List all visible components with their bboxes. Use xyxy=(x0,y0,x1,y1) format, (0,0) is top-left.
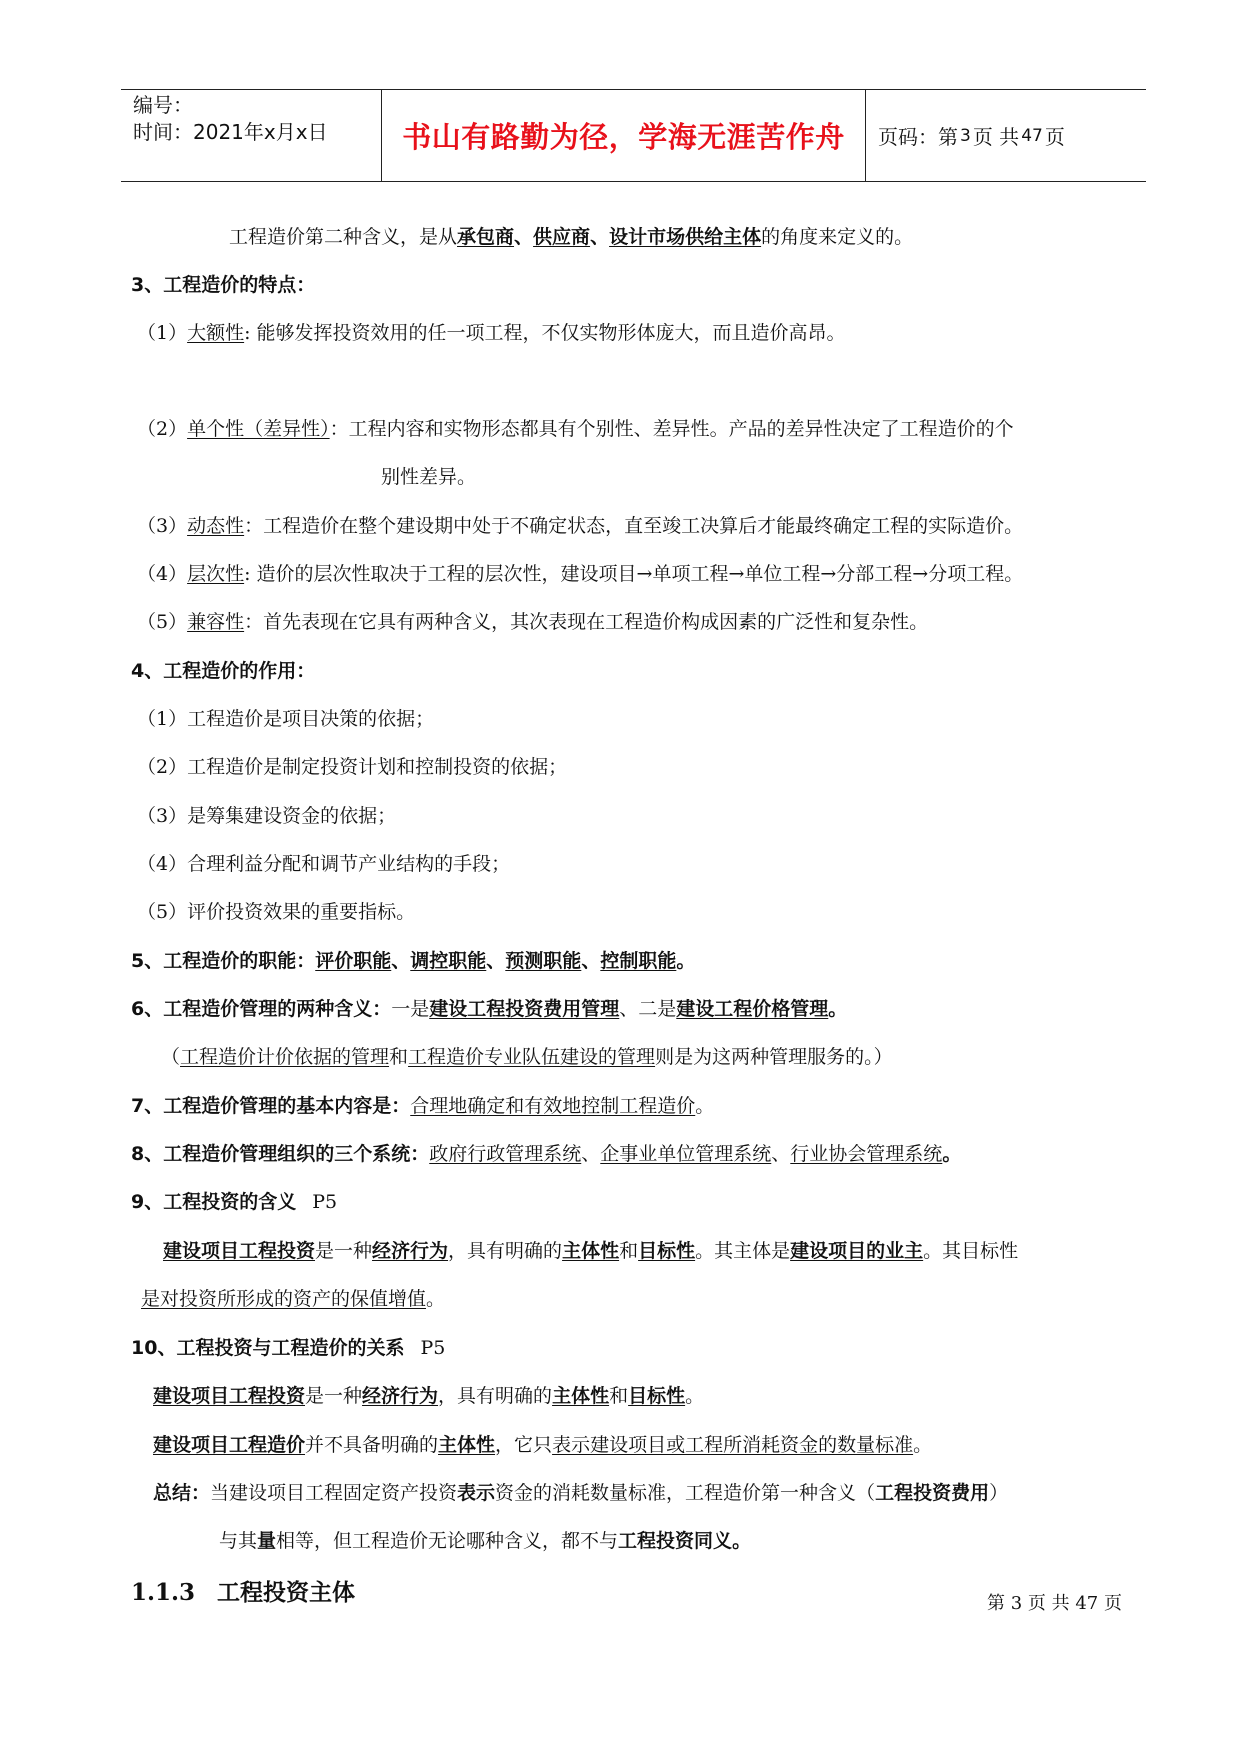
section-number: 1.1.3 xyxy=(131,1579,196,1606)
page-number: 3 xyxy=(960,125,971,146)
text: 的角度来定义的。 xyxy=(761,226,914,248)
time-label: 时间：2021年x月x日 xyxy=(133,120,328,144)
text: 是一种 xyxy=(315,1240,373,1262)
text: 。 xyxy=(676,950,696,972)
list-item xyxy=(137,511,1023,538)
text: 、 xyxy=(590,226,610,248)
page-number-cell xyxy=(866,90,1146,181)
heading-4: 4、工程造价的作用： xyxy=(131,660,316,682)
item-number: （5） xyxy=(137,611,188,633)
term: 评价职能 xyxy=(315,950,392,972)
paragraph-9-continuation xyxy=(141,1284,445,1311)
term: 建设项目的业主 xyxy=(790,1240,924,1262)
heading-7 xyxy=(131,1091,714,1118)
list-item: （1）工程造价是项目决策的依据； xyxy=(137,708,435,730)
term-supplier: 供应商 xyxy=(533,226,591,248)
motto: 书山有路勤为径，学海无涯苦作舟 xyxy=(402,120,845,154)
term-design-market: 设计市场供给主体 xyxy=(609,226,762,248)
text: 、二是 xyxy=(619,998,677,1020)
term: 建设工程价格管理 xyxy=(676,998,829,1020)
text: 一是 xyxy=(391,998,430,1020)
paragraph-10 xyxy=(153,1381,704,1408)
text: 、 xyxy=(486,950,506,972)
term-hierarchy: 层次性 xyxy=(187,563,245,585)
paragraph-9 xyxy=(163,1236,1018,1263)
term: 建设项目工程投资 xyxy=(163,1240,316,1262)
note-6 xyxy=(161,1042,893,1069)
page-mid: 页 共 xyxy=(972,125,1020,149)
text: ，它只 xyxy=(495,1434,553,1456)
text: ，具有明确的 xyxy=(448,1240,563,1262)
page-ref: P5 xyxy=(420,1337,446,1359)
page-prefix: 页码：第 xyxy=(878,125,958,149)
term: 建设工程投资费用管理 xyxy=(429,998,620,1020)
text: 5、工程造价的职能： xyxy=(131,950,316,972)
text: 量 xyxy=(257,1530,277,1552)
term: 调控职能 xyxy=(410,950,487,972)
term: 企事业单位管理系统 xyxy=(600,1143,772,1165)
text: 。其目标性 xyxy=(923,1240,1019,1262)
section-heading xyxy=(131,1574,355,1607)
list-item xyxy=(137,607,928,634)
term: 工程造价专业队伍建设的管理 xyxy=(408,1046,656,1068)
text: ） xyxy=(989,1482,1009,1504)
text: 。 xyxy=(913,1434,933,1456)
header-meta xyxy=(121,90,382,181)
text: 并不具备明确的 xyxy=(305,1434,439,1456)
item-number: （1） xyxy=(137,322,188,344)
heading-3: 3、工程造价的特点： xyxy=(131,274,316,296)
page-header xyxy=(121,89,1146,182)
term: 控制职能 xyxy=(600,950,677,972)
text: 8、工程造价管理组织的三个系统： xyxy=(131,1143,430,1165)
term: 经济行为 xyxy=(362,1385,439,1407)
text: 和 xyxy=(609,1385,629,1407)
text: 。 xyxy=(828,998,848,1020)
summary-label: 总结： xyxy=(153,1482,211,1504)
text: 、 xyxy=(514,226,534,248)
text: 。 xyxy=(942,1143,962,1165)
list-item-continuation: 别性差异。 xyxy=(381,466,477,488)
page-ref: P5 xyxy=(312,1191,338,1213)
text: 资金的消耗数量标准，工程造价第一种含义（ xyxy=(495,1482,876,1504)
text: 、 xyxy=(581,1143,601,1165)
text: 。 xyxy=(426,1288,446,1310)
text: 。 xyxy=(695,1095,715,1117)
paragraph-second-meaning xyxy=(229,222,913,249)
term: 预测职能 xyxy=(505,950,582,972)
page-suffix: 页 xyxy=(1044,125,1065,149)
text: 相等，但工程造价无论哪种含义，都不与 xyxy=(276,1530,619,1552)
heading-10 xyxy=(131,1333,445,1360)
term: 政府行政管理系统 xyxy=(429,1143,582,1165)
term: 主体性 xyxy=(552,1385,610,1407)
term-compatibility: 兼容性 xyxy=(187,611,245,633)
term: 工程投资费用 xyxy=(875,1482,990,1504)
text: ：工程内容和实物形态都具有个别性、差异性。产品的差异性决定了工程造价的个 xyxy=(329,418,1014,440)
term: 主体性 xyxy=(438,1434,496,1456)
text: 与其 xyxy=(219,1530,258,1552)
text: 、 xyxy=(771,1143,791,1165)
heading-6 xyxy=(131,994,847,1021)
list-item: （4）合理利益分配和调节产业结构的手段； xyxy=(137,853,511,875)
heading-9 xyxy=(131,1187,337,1214)
text: : 能够发挥投资效用的任一项工程，不仅实物形体庞大，而且造价高昂。 xyxy=(244,322,846,344)
text: : 造价的层次性取决于工程的层次性，建设项目→单项工程→单位工程→分部工程→分项工程。 xyxy=(244,563,1024,585)
term: 经济行为 xyxy=(372,1240,449,1262)
term: 建设项目工程造价 xyxy=(153,1434,306,1456)
text: ：工程造价在整个建设期中处于不确定状态，直至竣工决算后才能最终确定工程的实际造价。 xyxy=(244,515,1024,537)
term-contractor: 承包商 xyxy=(457,226,515,248)
page-total: 47 xyxy=(1021,125,1043,146)
text: 和 xyxy=(389,1046,409,1068)
term: 工程投资同义 xyxy=(618,1530,733,1552)
term: 是对投资所形成的资产的保值增值 xyxy=(141,1288,427,1310)
term: 合理地确定和有效地控制工程造价 xyxy=(410,1095,696,1117)
text: 表示 xyxy=(457,1482,496,1504)
text: 工程造价第二种含义，是从 xyxy=(229,226,458,248)
summary-continuation xyxy=(219,1526,751,1553)
term-dynamic: 动态性 xyxy=(187,515,245,537)
heading-8 xyxy=(131,1139,961,1166)
text: 和 xyxy=(619,1240,639,1262)
page-footer: 第 3 页 共 47 页 xyxy=(987,1593,1122,1614)
text: 。其主体是 xyxy=(695,1240,791,1262)
paragraph-11 xyxy=(153,1430,932,1457)
heading-5 xyxy=(131,946,695,973)
list-item xyxy=(137,559,1023,586)
list-item: （2）工程造价是制定投资计划和控制投资的依据； xyxy=(137,756,568,778)
text: 。 xyxy=(732,1530,752,1552)
text: 。 xyxy=(685,1385,705,1407)
text: 10、工程投资与工程造价的关系 xyxy=(131,1337,405,1359)
term: 工程造价计价依据的管理 xyxy=(180,1046,390,1068)
text: ，具有明确的 xyxy=(438,1385,553,1407)
term: 主体性 xyxy=(562,1240,620,1262)
summary xyxy=(153,1478,1008,1505)
term: 建设项目工程投资 xyxy=(153,1385,306,1407)
text: 9、工程投资的含义 xyxy=(131,1191,297,1213)
text: ：首先表现在它具有两种含义，其次表现在工程造价构成因素的广泛性和复杂性。 xyxy=(244,611,929,633)
text: 6、工程造价管理的两种含义： xyxy=(131,998,392,1020)
term-individuality: 单个性（差异性） xyxy=(187,418,330,440)
section-title: 工程投资主体 xyxy=(217,1579,356,1606)
term-large-amount: 大额性 xyxy=(187,322,245,344)
item-number: （4） xyxy=(137,563,188,585)
text: 是一种 xyxy=(305,1385,363,1407)
list-item xyxy=(137,414,1014,441)
item-number: （2） xyxy=(137,418,188,440)
text: 当建设项目工程固定资产投资 xyxy=(210,1482,458,1504)
text: 则是为这两种管理服务的。） xyxy=(655,1046,893,1068)
text: 、 xyxy=(391,950,411,972)
list-item: （5）评价投资效果的重要指标。 xyxy=(137,901,416,923)
item-number: （3） xyxy=(137,515,188,537)
term: 目标性 xyxy=(638,1240,696,1262)
text: 、 xyxy=(581,950,601,972)
term: 目标性 xyxy=(628,1385,686,1407)
text: （ xyxy=(161,1046,181,1068)
term: 表示建设项目或工程所消耗资金的数量标准 xyxy=(552,1434,914,1456)
list-item: （3）是筹集建设资金的依据； xyxy=(137,805,397,827)
list-item xyxy=(137,318,846,345)
text: 7、工程造价管理的基本内容是： xyxy=(131,1095,411,1117)
serial-label: 编号： xyxy=(133,93,193,117)
term: 行业协会管理系统 xyxy=(790,1143,943,1165)
header-motto-cell xyxy=(382,90,866,181)
